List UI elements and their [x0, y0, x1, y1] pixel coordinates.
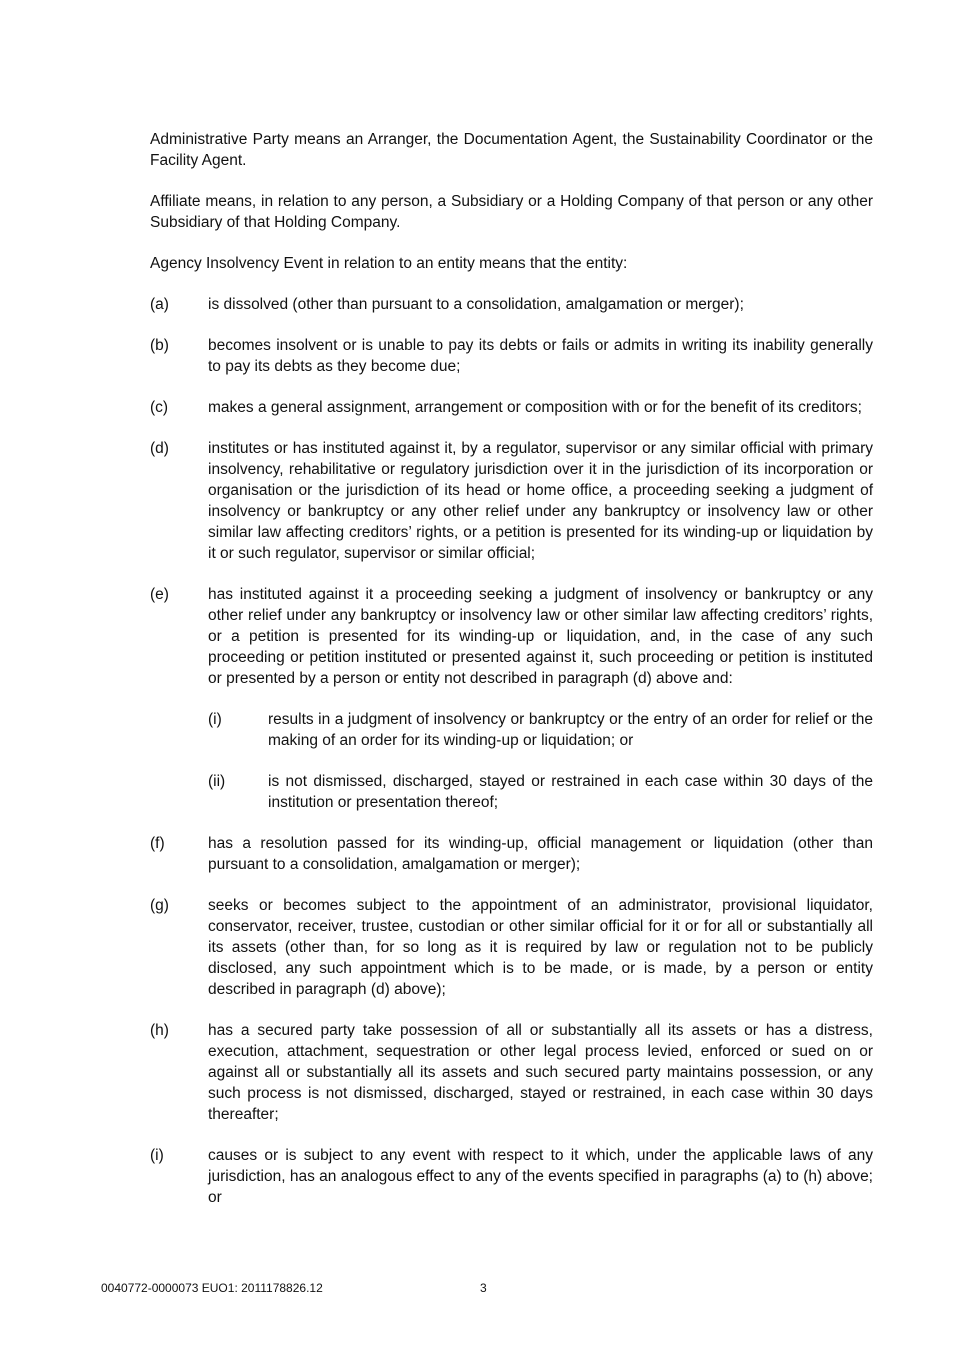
item-text: becomes insolvent or is unable to pay its debts or fails or admits in writing its inability generally to pay its debts as they become due;: [208, 337, 873, 375]
sub-item-e-i: [208, 709, 873, 751]
list-item-e: [150, 584, 873, 689]
sub-item-label: (i): [208, 711, 222, 728]
list-item-h: [150, 1020, 873, 1125]
item-text: seeks or becomes subject to the appointment of an administrator, provisional liquidator, conservator, receiver, trustee, custodian or other similar official for it or for all or substantially all its assets (other than, for so long as it is required by law or regulation not to be publicly disclosed, any such appointment which is to be made, or is made, by a person or entity described in paragraph (d) above);: [208, 897, 873, 998]
item-label: (e): [150, 586, 169, 603]
sub-item-label: (ii): [208, 773, 226, 790]
item-text: causes or is subject to any event with respect to it which, under the applicable laws of any jurisdiction, has an analogous effect to any of the events specified in paragraphs (a) to (h) above; or: [208, 1147, 873, 1206]
document-reference: 0040772-0000073 EUO1: 2011178826.12: [101, 1281, 323, 1295]
item-label: (b): [150, 337, 169, 354]
list-item-i: [150, 1145, 873, 1208]
item-text: has a secured party take possession of all or substantially all its assets or has a distress, execution, attachment, sequestration or other legal process levied, enforced or sued on or against all or substantially all its assets and such secured party maintains possession, or any such process is not dismissed, discharged, stayed or restrained, in each case within 30 days thereafter;: [208, 1022, 873, 1123]
definition-affiliate: [150, 191, 873, 233]
definition-text: in relation to an entity means that the entity:: [323, 255, 628, 272]
page-number: 3: [480, 1281, 487, 1295]
item-text: has a resolution passed for its winding-up, official management or liquidation (other than pursuant to a consolidation, amalgamation or merger);: [208, 835, 873, 873]
item-label: (f): [150, 835, 165, 852]
item-label: (a): [150, 296, 169, 313]
list-item-a: [150, 294, 873, 315]
item-text: is dissolved (other than pursuant to a consolidation, amalgamation or merger);: [208, 296, 744, 313]
item-label: (c): [150, 399, 169, 416]
defined-term: Administrative Party: [150, 131, 289, 148]
item-label: (g): [150, 897, 169, 914]
list-item-d: [150, 438, 873, 564]
item-text: institutes or has instituted against it, by a regulator, supervisor or any similar official with primary insolvency, rehabilitative or regulatory jurisdiction over it in the jurisdiction of its incorporation or organisation or the jurisdiction of its head or home office, a proceeding seeking a judgment of insolvency or bankruptcy or any other relief under any bankruptcy or insolvency law or other similar law affecting creditors’ rights, or a petition is presented for its winding-up or liquidation by it or such regulator, supervisor or similar official;: [208, 440, 873, 562]
item-text: makes a general assignment, arrangement or composition with or for the benefit of its creditors;: [208, 399, 862, 416]
item-label: (h): [150, 1022, 169, 1039]
defined-term: Agency Insolvency Event: [150, 255, 324, 272]
list-item-c: [150, 397, 873, 418]
list-item-b: [150, 335, 873, 377]
list-item-g: [150, 895, 873, 1000]
definition-administrative-party: [150, 129, 873, 171]
page-content: [150, 129, 873, 1228]
definition-agency-insolvency-event: [150, 253, 873, 274]
definition-text: means an Arranger, the Documentation Agent, the Sustainability Coordinator or the Facility Agent.: [150, 131, 873, 169]
sub-item-text: results in a judgment of insolvency or bankruptcy or the entry of an order for relief or the making of an order for its winding-up or liquidation; or: [268, 711, 873, 749]
sub-item-e-ii: [208, 771, 873, 813]
definition-text: means, in relation to any person, a Subsidiary or a Holding Company of that person or any other Subsidiary of that Holding Company.: [150, 193, 873, 231]
item-label: (i): [150, 1147, 164, 1164]
defined-term: Affiliate: [150, 193, 201, 210]
item-text: has instituted against it a proceeding seeking a judgment of insolvency or bankruptcy or any other relief under any bankruptcy or insolvency law or other similar law affecting creditors’ rights, or a petition is presented for its winding-up or liquidation, and, in the case of any such proceeding or petition instituted or presented against it, such proceeding or petition is instituted or presented by a person or entity not described in paragraph (d) above and:: [208, 586, 873, 687]
item-label: (d): [150, 440, 169, 457]
sub-item-text: is not dismissed, discharged, stayed or restrained in each case within 30 days of the institution or presentation thereof;: [268, 773, 873, 811]
list-item-f: [150, 833, 873, 875]
